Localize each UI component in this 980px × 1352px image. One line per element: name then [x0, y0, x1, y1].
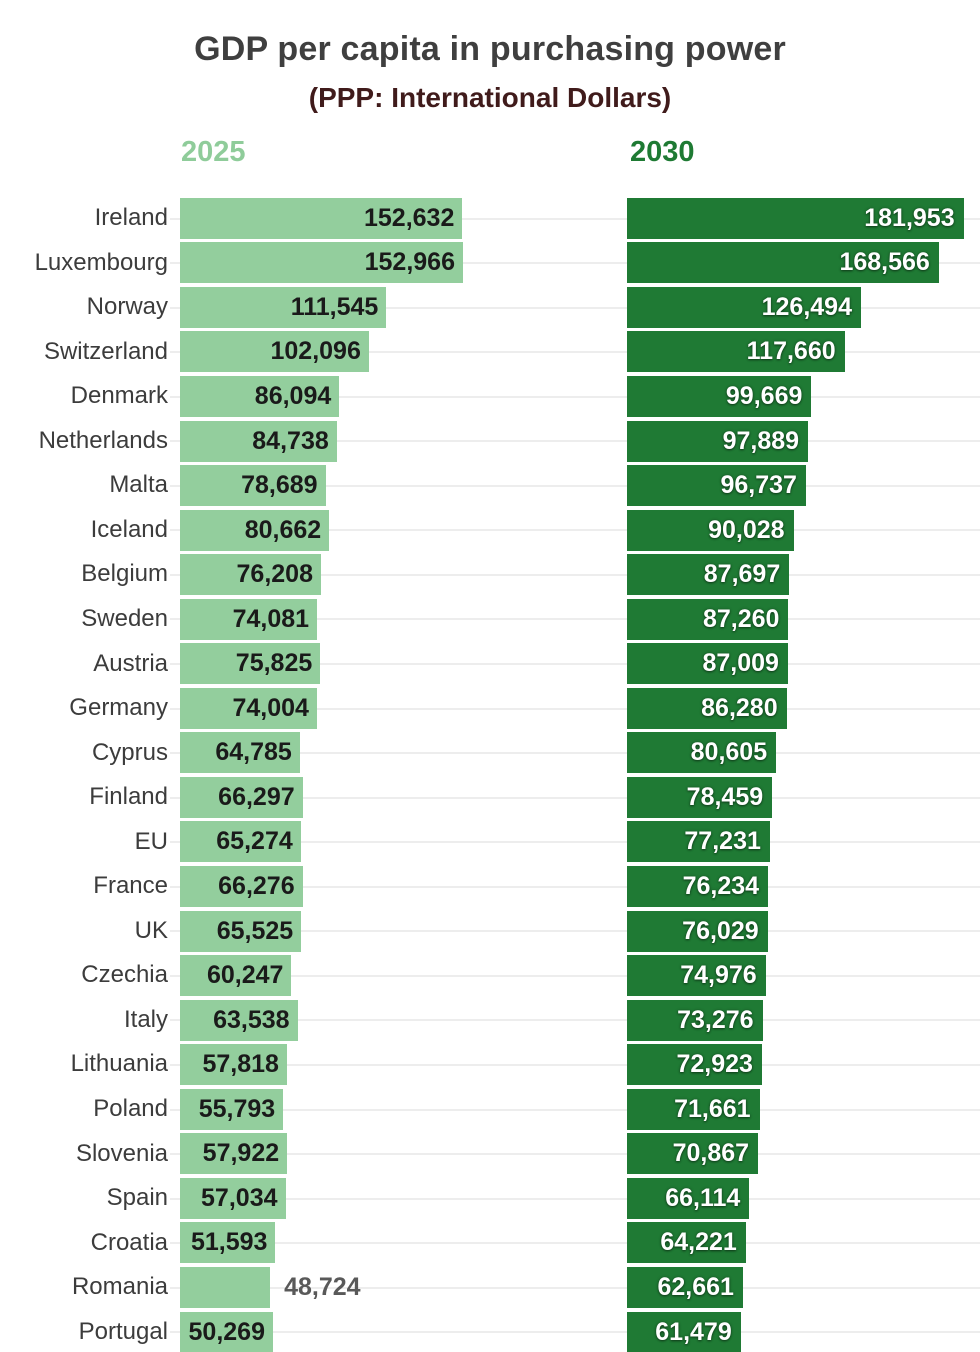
chart-row	[0, 686, 980, 731]
chart-row	[0, 1176, 980, 1221]
country-label: Sweden	[81, 604, 168, 632]
bar-2025: 102,096	[180, 331, 369, 372]
bar-2025: 75,825	[180, 643, 320, 684]
row-gridline	[170, 1153, 980, 1155]
row-gridline	[170, 1198, 980, 1200]
country-label: EU	[134, 827, 168, 855]
bar-2030: 126,494	[627, 287, 861, 328]
country-label: Norway	[86, 293, 168, 321]
bar-2030: 99,669	[627, 376, 811, 417]
bar-2030: 90,028	[627, 510, 794, 551]
country-label: Italy	[123, 1005, 168, 1033]
chart-row	[0, 463, 980, 508]
bar-2025: 86,094	[180, 376, 339, 417]
bar-2025	[180, 1267, 270, 1308]
bar-2030: 78,459	[627, 777, 772, 818]
country-label: Romania	[71, 1273, 168, 1301]
bar-2030: 76,029	[627, 911, 768, 952]
chart-row	[0, 597, 980, 642]
bar-2030: 71,661	[627, 1089, 760, 1130]
bar-2025: 152,966	[180, 242, 463, 283]
country-label: Switzerland	[43, 337, 168, 365]
bar-2030: 86,280	[627, 688, 787, 729]
bar-2025: 51,593	[180, 1222, 275, 1263]
country-label: France	[93, 872, 168, 900]
chart-subtitle: (PPP: International Dollars)	[308, 82, 672, 113]
bar-2025: 84,738	[180, 421, 337, 462]
row-gridline	[170, 1331, 980, 1333]
bar-2030: 73,276	[627, 1000, 763, 1041]
country-label: Slovenia	[75, 1139, 168, 1167]
bar-2025: 80,662	[180, 510, 329, 551]
value-2025-outside: 48,724	[284, 1272, 361, 1301]
bar-2025: 60,247	[180, 955, 291, 996]
series-header-2030: 2030	[630, 136, 695, 168]
bar-2025: 57,922	[180, 1133, 287, 1174]
country-label: Lithuania	[70, 1050, 168, 1078]
country-label: Cyprus	[91, 738, 168, 766]
country-label: UK	[134, 916, 168, 944]
chart-row	[0, 419, 980, 464]
country-label: Finland	[89, 783, 168, 811]
bar-2030: 62,661	[627, 1267, 743, 1308]
chart-row	[0, 731, 980, 776]
chart-row	[0, 820, 980, 865]
country-label: Malta	[109, 471, 168, 499]
country-label: Ireland	[94, 204, 168, 231]
bar-2025: 57,034	[180, 1178, 286, 1219]
chart-row	[0, 285, 980, 330]
bar-2030: 74,976	[627, 955, 766, 996]
bar-2025: 74,004	[180, 688, 317, 729]
bar-2025: 64,785	[180, 732, 300, 773]
bar-2025: 65,274	[180, 821, 301, 862]
bar-2025: 152,632	[180, 198, 462, 239]
chart-row	[0, 508, 980, 553]
country-label: Denmark	[70, 382, 168, 410]
bar-2025: 74,081	[180, 599, 317, 640]
chart-row	[0, 642, 980, 687]
bar-2025: 50,269	[180, 1312, 273, 1352]
chart-row	[0, 864, 980, 909]
country-label: Portugal	[78, 1317, 168, 1345]
country-label: Netherlands	[38, 426, 168, 454]
chart-row	[0, 552, 980, 597]
bar-2030: 76,234	[627, 866, 768, 907]
bar-2025: 57,818	[180, 1044, 287, 1085]
bar-2030: 80,605	[627, 732, 776, 773]
bar-2025: 76,208	[180, 554, 321, 595]
bar-2030: 181,953	[627, 198, 964, 239]
bar-2025: 66,297	[180, 777, 303, 818]
bar-2030: 87,260	[627, 599, 788, 640]
bar-2030: 72,923	[627, 1044, 762, 1085]
bar-2030: 66,114	[627, 1178, 749, 1219]
bar-2030: 87,009	[627, 643, 788, 684]
country-label: Spain	[106, 1184, 168, 1212]
bar-2030: 61,479	[627, 1312, 741, 1352]
country-label: Croatia	[90, 1228, 168, 1256]
bar-2030: 168,566	[627, 242, 939, 283]
chart-row	[0, 909, 980, 954]
bar-2030: 70,867	[627, 1133, 758, 1174]
chart-row	[0, 1087, 980, 1132]
bar-2025: 66,276	[180, 866, 303, 907]
bar-2030: 96,737	[627, 465, 806, 506]
bar-2030: 117,660	[627, 331, 845, 372]
row-gridline	[170, 1242, 980, 1244]
row-gridline	[170, 1064, 980, 1066]
chart-row	[0, 1221, 980, 1266]
country-label: Belgium	[81, 560, 168, 588]
bar-2025: 65,525	[180, 911, 301, 952]
chart-row	[0, 998, 980, 1043]
bar-2025: 78,689	[180, 465, 326, 506]
bar-2025: 63,538	[180, 1000, 298, 1041]
chart-row	[0, 1042, 980, 1087]
country-label: Poland	[93, 1095, 168, 1122]
bar-2030: 87,697	[627, 554, 789, 595]
row-gridline	[170, 975, 980, 977]
bar-2025: 111,545	[180, 287, 386, 328]
series-header-2025: 2025	[181, 136, 246, 168]
chart-row	[0, 374, 980, 419]
bar-2030: 97,889	[627, 421, 808, 462]
country-label: Germany	[69, 694, 168, 722]
chart-row	[0, 775, 980, 820]
country-label: Luxembourg	[34, 248, 168, 276]
chart-row	[0, 1132, 980, 1177]
chart-row	[0, 1310, 980, 1352]
bar-2030: 77,231	[627, 821, 770, 862]
chart-row	[0, 1265, 980, 1310]
chart-row	[0, 330, 980, 375]
chart-row	[0, 196, 980, 241]
country-label: Czechia	[81, 961, 168, 989]
chart-title: GDP per capita in purchasing power	[194, 30, 786, 68]
chart-row	[0, 953, 980, 998]
chart-row	[0, 241, 980, 286]
bar-2030: 64,221	[627, 1222, 746, 1263]
country-label: Iceland	[90, 515, 168, 543]
country-label: Austria	[93, 649, 168, 677]
bar-2025: 55,793	[180, 1089, 283, 1130]
row-gridline	[170, 1109, 980, 1111]
